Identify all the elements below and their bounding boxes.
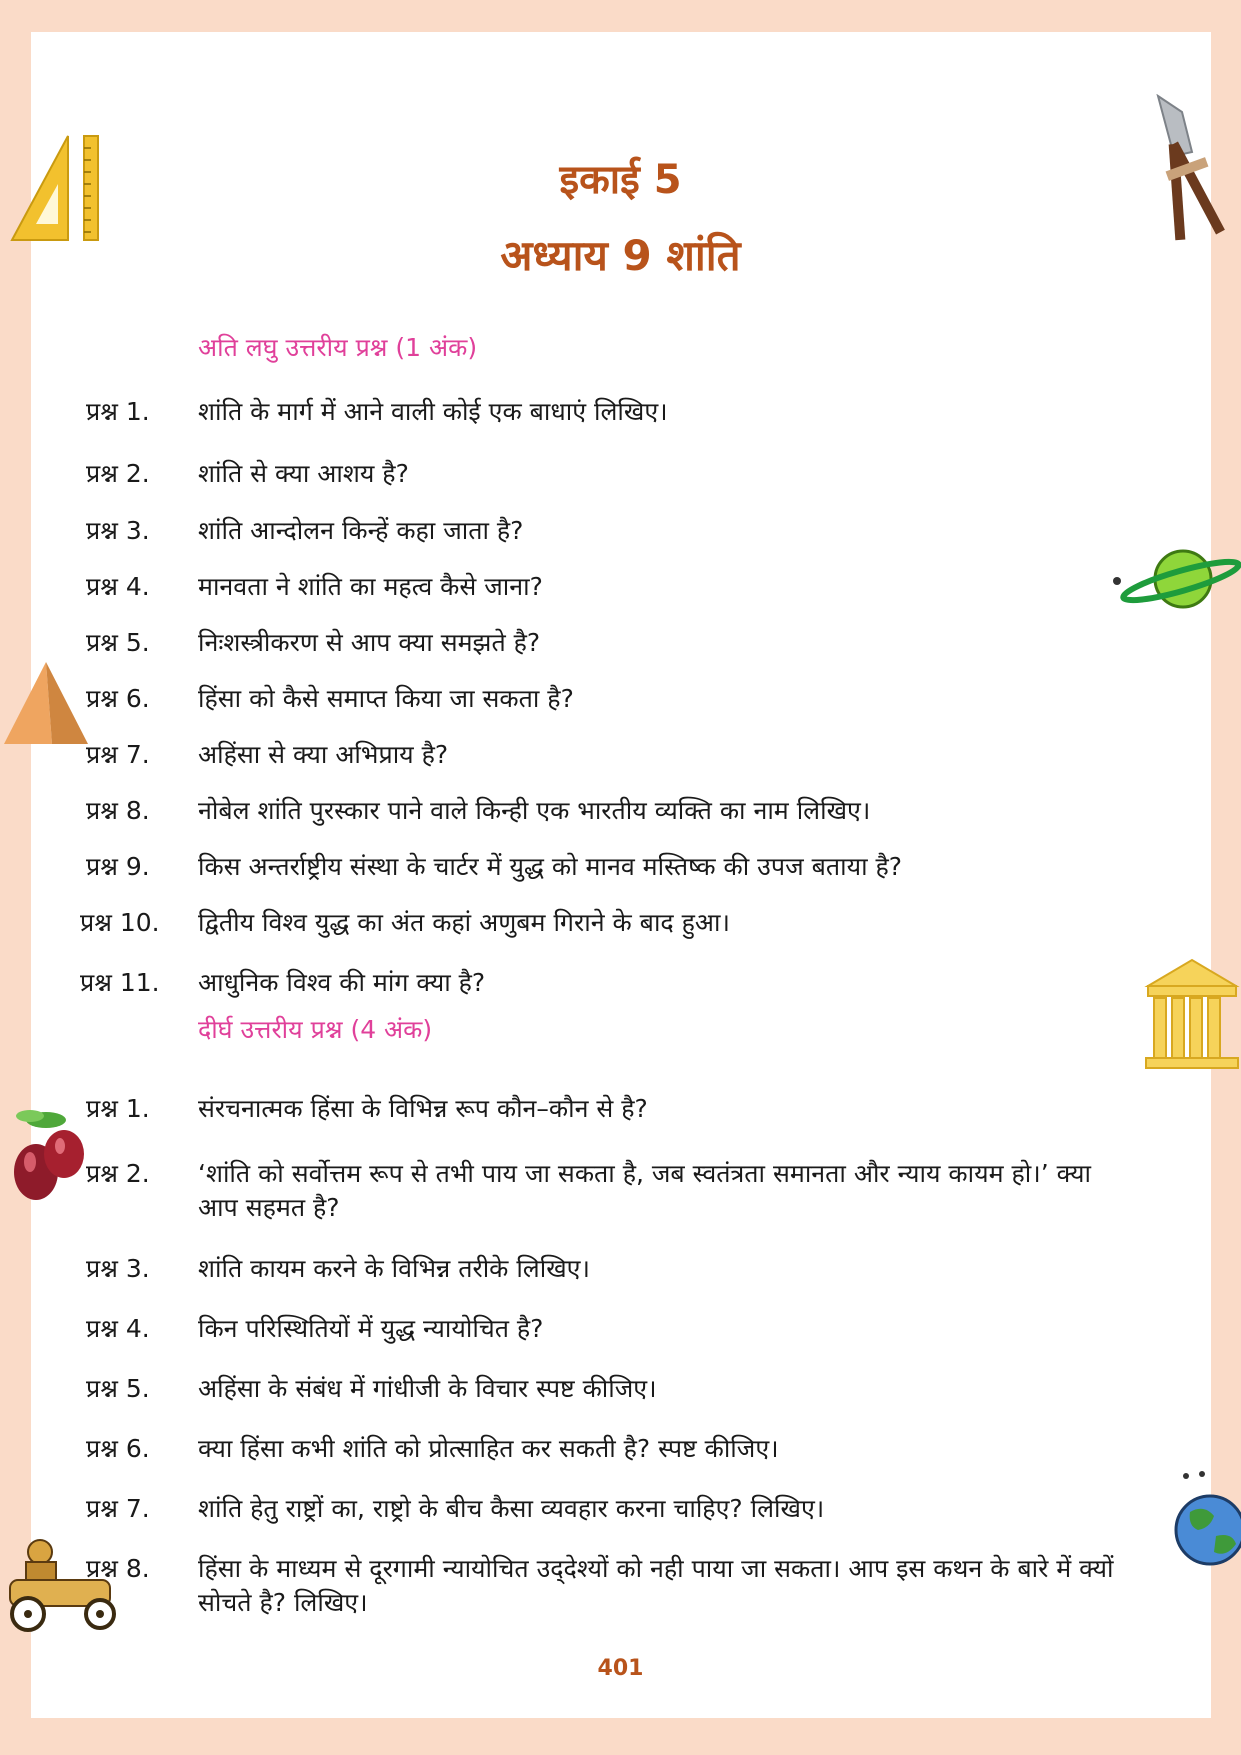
question-text: क्या हिंसा कभी शांति को प्रोत्साहित कर सकती है? स्पष्ट कीजिए। — [198, 1434, 779, 1463]
chapter-title: अध्याय 9 शांति — [500, 231, 741, 280]
question-text: निःशस्त्रीकरण से आप क्या समझते है? — [198, 628, 541, 657]
question-text: हिंसा के माध्यम से दूरगामी न्यायोचित उद्‌देश्यों को नही पाया जा सकता। आप इस कथन के बारे में क्यों सोचते है? लिखिए। — [198, 1554, 1114, 1617]
question-number: प्रश्न 2. — [86, 1159, 150, 1188]
question-text: मानवता ने शांति का महत्व कैसे जाना? — [198, 572, 543, 601]
question-text: संरचनात्मक हिंसा के विभिन्न रूप कौन–कौन से है? — [198, 1094, 648, 1123]
question-text: शांति हेतु राष्ट्रों का, राष्ट्रो के बीच कैसा व्यवहार करना चाहिए? लिखिए। — [198, 1494, 825, 1523]
question-text: शांति आन्दोलन किन्हें कहा जाता है? — [198, 516, 524, 545]
question-number: प्रश्न 8. — [86, 796, 150, 825]
question-text: नोबेल शांति पुरस्कार पाने वाले किन्ही एक भारतीय व्यक्ति का नाम लिखिए। — [198, 796, 871, 825]
question-text: किस अन्तर्राष्ट्रीय संस्था के चार्टर में युद्ध को मानव मस्तिष्क की उपज बताया है? — [198, 852, 903, 881]
vintage-car-icon — [0, 1536, 128, 1636]
question-text: द्वितीय विश्व युद्ध का अंत कहां अणुबम गिराने के बाद हुआ। — [198, 908, 730, 937]
question-text: शांति के मार्ग में आने वाली कोई एक बाधाएं लिखिए। — [198, 397, 668, 426]
pyramid-icon — [2, 658, 90, 748]
question-text: अहिंसा के संबंध में गांधीजी के विचार स्पष्ट कीजिए। — [198, 1374, 657, 1403]
question-number: प्रश्न 11. — [80, 968, 160, 997]
kidney-beans-icon — [6, 1102, 90, 1206]
question-number: प्रश्न 6. — [86, 684, 150, 713]
question-number: प्रश्न 5. — [86, 1374, 150, 1403]
question-text: अहिंसा से क्या अभिप्राय है? — [198, 740, 449, 769]
question-number: प्रश्न 8. — [86, 1554, 150, 1583]
question-text: ‘शांति को सर्वोत्तम रूप से तभी पाय जा सकता है, जब स्वतंत्रता समानता और न्याय कायम हो।’ क्या आप सहमत है? — [198, 1159, 1091, 1222]
short-answer-heading: अति लघु उत्तरीय प्रश्न (1 अंक) — [198, 333, 478, 362]
greek-temple-icon — [1142, 956, 1241, 1072]
question-text: आधुनिक विश्व की मांग क्या है? — [198, 968, 486, 997]
question-number: प्रश्न 7. — [86, 1494, 150, 1523]
page-number: 401 — [597, 1656, 644, 1681]
question-text: हिंसा को कैसे समाप्त किया जा सकता है? — [198, 684, 574, 713]
question-number: प्रश्न 3. — [86, 1254, 150, 1283]
question-number: प्रश्न 5. — [86, 628, 150, 657]
long-answer-heading: दीर्घ उत्तरीय प्रश्न (4 अंक) — [198, 1015, 433, 1044]
question-number: प्रश्न 4. — [86, 1314, 150, 1343]
question-text: किन परिस्थितियों में युद्ध न्यायोचित है? — [198, 1314, 544, 1343]
question-number: प्रश्न 6. — [86, 1434, 150, 1463]
question-number: प्रश्न 7. — [86, 740, 150, 769]
question-text: शांति से क्या आशय है? — [198, 459, 409, 488]
question-number: प्रश्न 10. — [80, 908, 160, 937]
question-number: प्रश्न 3. — [86, 516, 150, 545]
question-number: प्रश्न 4. — [86, 572, 150, 601]
question-number: प्रश्न 1. — [86, 1094, 150, 1123]
question-number: प्रश्न 1. — [86, 397, 150, 426]
question-number: प्रश्न 2. — [86, 459, 150, 488]
question-text: शांति कायम करने के विभिन्न तरीके लिखिए। — [198, 1254, 590, 1283]
earth-globe-icon — [1170, 1470, 1241, 1570]
question-number: प्रश्न 9. — [86, 852, 150, 881]
unit-title: इकाई 5 — [559, 157, 682, 203]
